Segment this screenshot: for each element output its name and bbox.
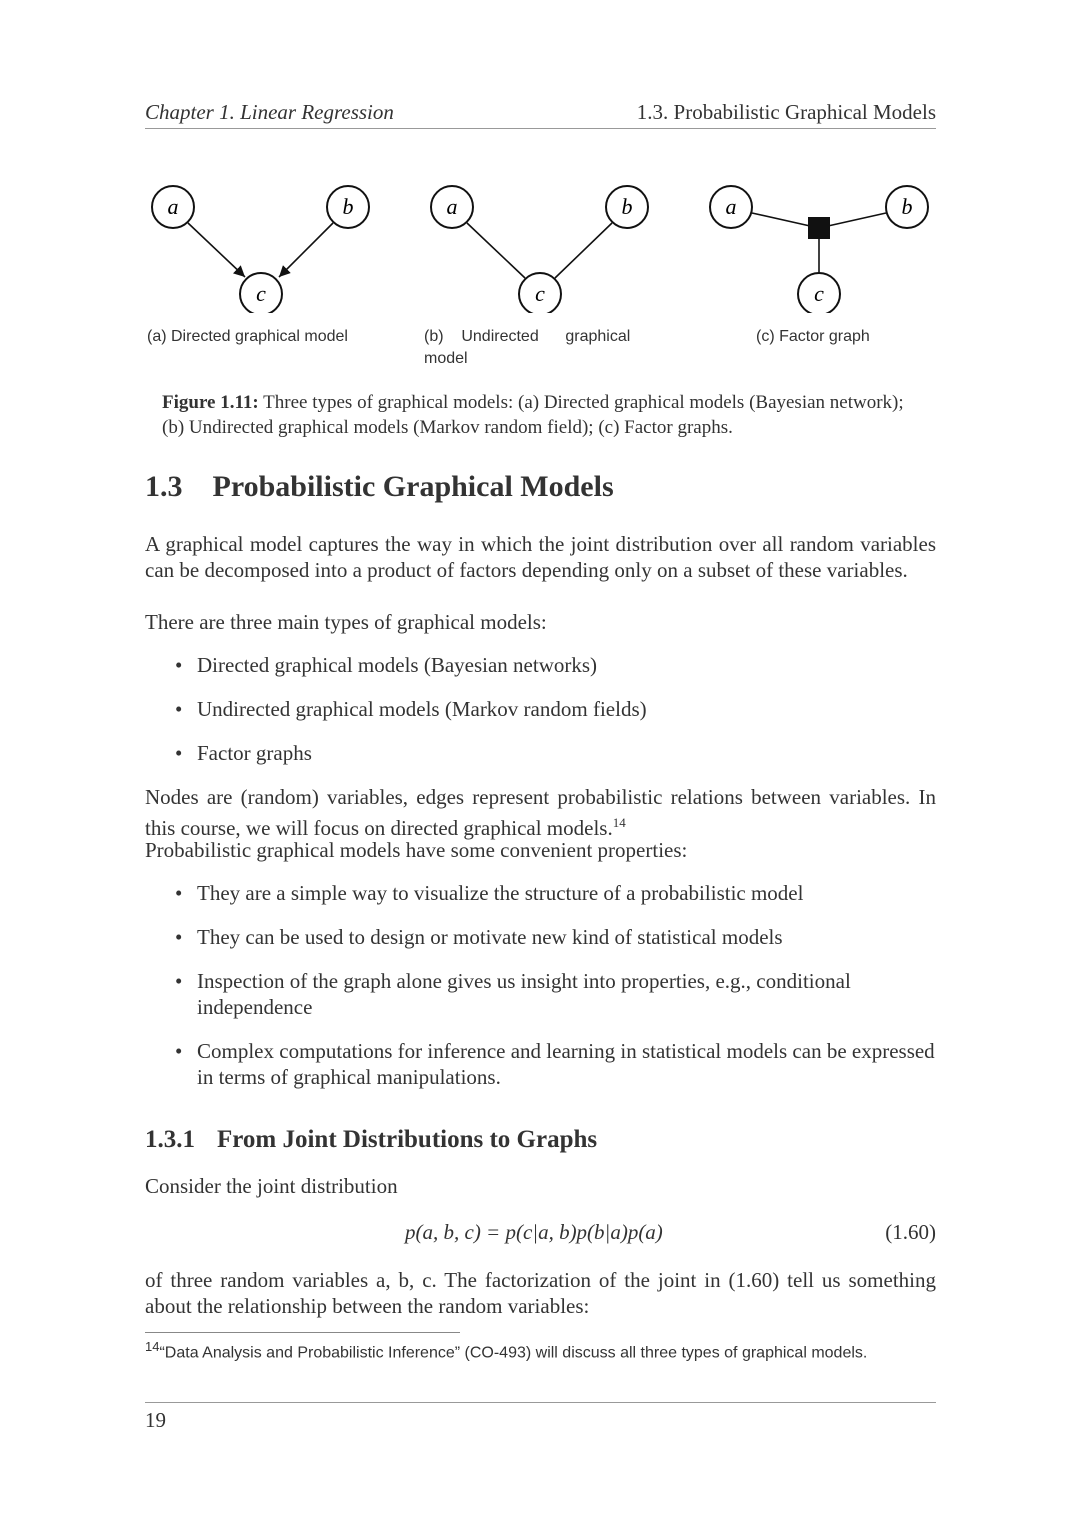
factor-graph	[710, 186, 928, 313]
subsection-title: From Joint Distributions to Graphs	[217, 1126, 598, 1153]
page-number: 19	[145, 1408, 166, 1432]
subsection-number: 1.3.1	[145, 1126, 195, 1153]
list-item: • Directed graphical models (Bayesian networks)	[145, 652, 936, 678]
list-item: • Inspection of the graph alone gives us insight into properties, e.g., conditional independence	[145, 968, 936, 1020]
subcaption-b	[424, 326, 659, 370]
node-b-label: b	[901, 194, 913, 219]
figure-label: Figure 1.11:	[162, 392, 259, 413]
node-a-label: a	[446, 194, 458, 219]
figure-caption-text: Three types of graphical models: (a) Directed graphical models (Bayesian network); (b) Undirected graphical models (Markov random field); (c) Factor graphs.	[162, 392, 904, 438]
list-item: • Complex computations for inference and learning in statistical models can be expressed in terms of graphical manipulations.	[145, 1038, 936, 1090]
node-c-label: c	[535, 281, 545, 306]
footnote-text: “Data Analysis and Probabilistic Inference” (CO-493) will discuss all three types of graphical models.	[159, 1344, 868, 1362]
properties-list	[145, 880, 936, 1108]
node-b-label: b	[621, 194, 633, 219]
subcaption-a: (a) Directed graphical model	[147, 328, 348, 345]
subsection-heading	[145, 1126, 597, 1154]
paragraph-nodes-text: Nodes are (random) variables, edges represent probabilistic relations between variables. In this course, we will focus on directed graphical models.	[145, 785, 936, 840]
footnote-mark: 14	[145, 1339, 160, 1354]
node-a-label: a	[167, 194, 179, 219]
footnote-ref: 14	[612, 815, 626, 830]
equation-1-60	[145, 1220, 936, 1248]
list-item: • Factor graphs	[145, 740, 936, 766]
section-number: 1.3	[145, 470, 183, 503]
figure-graphical-models	[145, 178, 936, 313]
subcaption-c: (c) Factor graph	[756, 328, 870, 345]
directed-graph	[152, 186, 369, 313]
footnote-rule	[145, 1332, 460, 1333]
chapter-title: Chapter 1. Linear Regression	[145, 100, 394, 124]
node-c-label: c	[814, 281, 824, 306]
footnote	[145, 1336, 936, 1364]
running-header	[145, 100, 936, 129]
figure-caption	[162, 390, 922, 440]
paragraph-factorization: of three random variables a, b, c. The factorization of the joint in (1.60) tell us something about the relationship between the random variables:	[145, 1268, 936, 1318]
paragraph-consider: Consider the joint distribution	[145, 1174, 398, 1198]
undirected-graph	[431, 186, 648, 313]
graphical-model-types-list	[145, 652, 936, 784]
paragraph-properties: Probabilistic graphical models have some convenient properties:	[145, 838, 688, 862]
paragraph-nodes	[145, 784, 936, 841]
section-heading	[145, 470, 614, 504]
section-running-title: 1.3. Probabilistic Graphical Models	[636, 100, 936, 124]
subcaption-b-line2: model	[424, 350, 468, 367]
node-a-label: a	[725, 194, 737, 219]
subcaption-b-line1: (b) Undirected graphical	[424, 328, 631, 345]
footer-rule	[145, 1402, 936, 1403]
node-b-label: b	[342, 194, 354, 219]
equation-body: p(a, b, c) = p(c|a, b)p(b|a)p(a)	[405, 1220, 663, 1244]
list-item: • They can be used to design or motivate new kind of statistical models	[145, 924, 936, 950]
paragraph-intro: A graphical model captures the way in which the joint distribution over all random variables can be decomposed into a product of factors depending only on a subset of these variables.	[145, 532, 936, 582]
equation-number: (1.60)	[885, 1220, 936, 1244]
section-title: Probabilistic Graphical Models	[212, 470, 614, 503]
list-item: • Undirected graphical models (Markov random fields)	[145, 696, 936, 722]
paragraph-types: There are three main types of graphical models:	[145, 610, 547, 634]
node-c-label: c	[256, 281, 266, 306]
factor-node	[808, 217, 830, 239]
list-item: • They are a simple way to visualize the structure of a probabilistic model	[145, 880, 936, 906]
